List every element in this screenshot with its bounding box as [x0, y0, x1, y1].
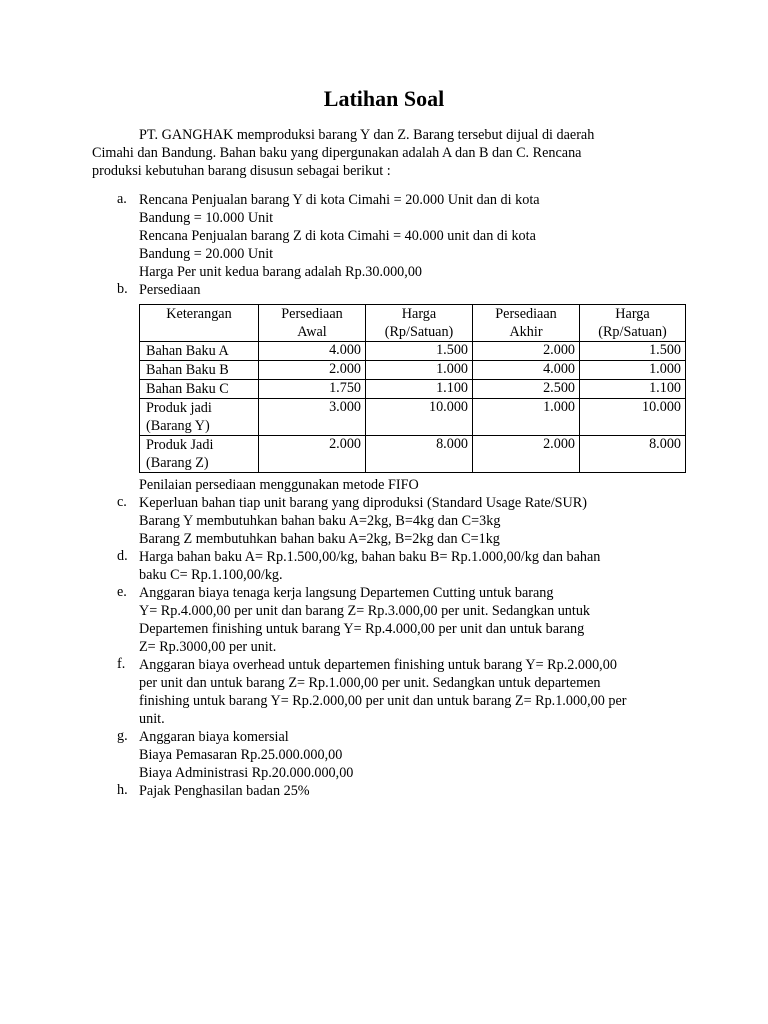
table-cell: 1.500 — [366, 342, 473, 361]
item-line: Rencana Penjualan barang Z di kota Cimahi = 40.000 unit dan di kota — [139, 228, 536, 244]
table-cell: 8.000 — [366, 436, 473, 473]
table-cell: 2.000 — [473, 436, 580, 473]
table-cell: 2.000 — [259, 436, 366, 473]
header-persediaan-awal: Persediaan Awal — [259, 305, 366, 342]
list-item-h — [92, 782, 692, 800]
item-line: Anggaran biaya tenaga kerja langsung Departemen Cutting untuk barang — [139, 585, 554, 601]
item-line: Z= Rp.3000,00 per unit. — [139, 639, 277, 655]
table-cell: 1.100 — [366, 380, 473, 399]
table-row — [140, 342, 686, 361]
item-line: Departemen finishing untuk barang Y= Rp.4.000,00 per unit dan untuk barang — [139, 621, 585, 637]
table-cell: 1.000 — [366, 361, 473, 380]
item-line: Anggaran biaya overhead untuk departemen finishing untuk barang Y= Rp.2.000,00 — [139, 657, 617, 673]
list-item-c — [92, 494, 692, 548]
item-line: Harga bahan baku A= Rp.1.500,00/kg, bahan baku B= Rp.1.000,00/kg dan bahan — [139, 549, 601, 565]
table-cell: 1.100 — [580, 380, 686, 399]
header-persediaan-akhir: Persediaan Akhir — [473, 305, 580, 342]
intro-line: produksi kebutuhan barang disusun sebagai berikut : — [92, 163, 391, 179]
item-line: Rencana Penjualan barang Y di kota Cimahi = 20.000 Unit dan di kota — [139, 192, 540, 208]
item-line: Bandung = 20.000 Unit — [139, 246, 274, 262]
list-item-a — [92, 191, 692, 281]
table-cell: 8.000 — [580, 436, 686, 473]
list-marker: e. — [117, 584, 127, 600]
list-marker: h. — [117, 782, 128, 798]
item-line: per unit dan untuk barang Z= Rp.1.000,00 per unit. Sedangkan untuk departemen — [139, 675, 601, 691]
item-line: Anggaran biaya komersial — [139, 729, 289, 745]
inventory-table — [139, 304, 686, 473]
item-line: Biaya Pemasaran Rp.25.000.000,00 — [139, 747, 343, 763]
intro-paragraph — [92, 126, 652, 180]
intro-line: Cimahi dan Bandung. Bahan baku yang dipergunakan adalah A dan B dan C. Rencana — [92, 145, 582, 161]
list-item-g — [92, 728, 692, 782]
list-item-e — [92, 584, 692, 656]
list-item-b — [92, 281, 692, 494]
row-label: Bahan Baku C — [140, 380, 259, 399]
table-header-row — [140, 305, 686, 342]
question-list — [92, 191, 692, 800]
item-line: Harga Per unit kedua barang adalah Rp.30.000,00 — [139, 264, 423, 280]
table-cell: 1.500 — [580, 342, 686, 361]
list-marker: b. — [117, 281, 128, 297]
row-label: Bahan Baku B — [140, 361, 259, 380]
item-line: Y= Rp.4.000,00 per unit dan barang Z= Rp.3.000,00 per unit. Sedangkan untuk — [139, 603, 591, 619]
list-item-f — [92, 656, 692, 728]
table-cell: 4.000 — [473, 361, 580, 380]
header-harga-akhir: Harga (Rp/Satuan) — [580, 305, 686, 342]
header-harga-awal: Harga (Rp/Satuan) — [366, 305, 473, 342]
item-line: Pajak Penghasilan badan 25% — [139, 783, 310, 799]
list-item-d — [92, 548, 692, 584]
list-marker: f. — [117, 656, 126, 672]
item-line: Persediaan — [139, 282, 201, 298]
table-cell: 2.000 — [259, 361, 366, 380]
table-cell: 4.000 — [259, 342, 366, 361]
item-line: baku C= Rp.1.100,00/kg. — [139, 567, 283, 583]
list-marker: c. — [117, 494, 127, 510]
item-line: finishing untuk barang Y= Rp.2.000,00 per unit dan untuk barang Z= Rp.1.000,00 per — [139, 693, 627, 709]
table-row — [140, 399, 686, 436]
item-line: unit. — [139, 711, 165, 727]
table-row — [140, 436, 686, 473]
table-cell: 1.750 — [259, 380, 366, 399]
item-line: Barang Z membutuhkan bahan baku A=2kg, B=2kg dan C=1kg — [139, 531, 500, 547]
table-cell: 2.500 — [473, 380, 580, 399]
item-line: Penilaian persediaan menggunakan metode FIFO — [139, 477, 419, 493]
table-cell: 10.000 — [366, 399, 473, 436]
page-title: Latihan Soal — [323, 86, 445, 111]
list-marker: a. — [117, 191, 127, 207]
table-cell: 10.000 — [580, 399, 686, 436]
list-marker: g. — [117, 728, 128, 744]
item-line: Bandung = 10.000 Unit — [139, 210, 274, 226]
item-line: Barang Y membutuhkan bahan baku A=2kg, B=4kg dan C=3kg — [139, 513, 501, 529]
intro-line: PT. GANGHAK memproduksi barang Y dan Z. Barang tersebut dijual di daerah — [139, 127, 595, 143]
item-line: Keperluan bahan tiap unit barang yang diproduksi (Standard Usage Rate/SUR) — [139, 495, 587, 511]
header-keterangan: Keterangan — [140, 305, 259, 342]
row-label: Produk jadi (Barang Y) — [140, 399, 259, 436]
table-row — [140, 380, 686, 399]
table-cell: 3.000 — [259, 399, 366, 436]
table-cell: 1.000 — [580, 361, 686, 380]
table-row — [140, 361, 686, 380]
item-line: Biaya Administrasi Rp.20.000.000,00 — [139, 765, 354, 781]
row-label: Produk Jadi (Barang Z) — [140, 436, 259, 473]
list-marker: d. — [117, 548, 128, 564]
table-cell: 2.000 — [473, 342, 580, 361]
row-label: Bahan Baku A — [140, 342, 259, 361]
table-cell: 1.000 — [473, 399, 580, 436]
